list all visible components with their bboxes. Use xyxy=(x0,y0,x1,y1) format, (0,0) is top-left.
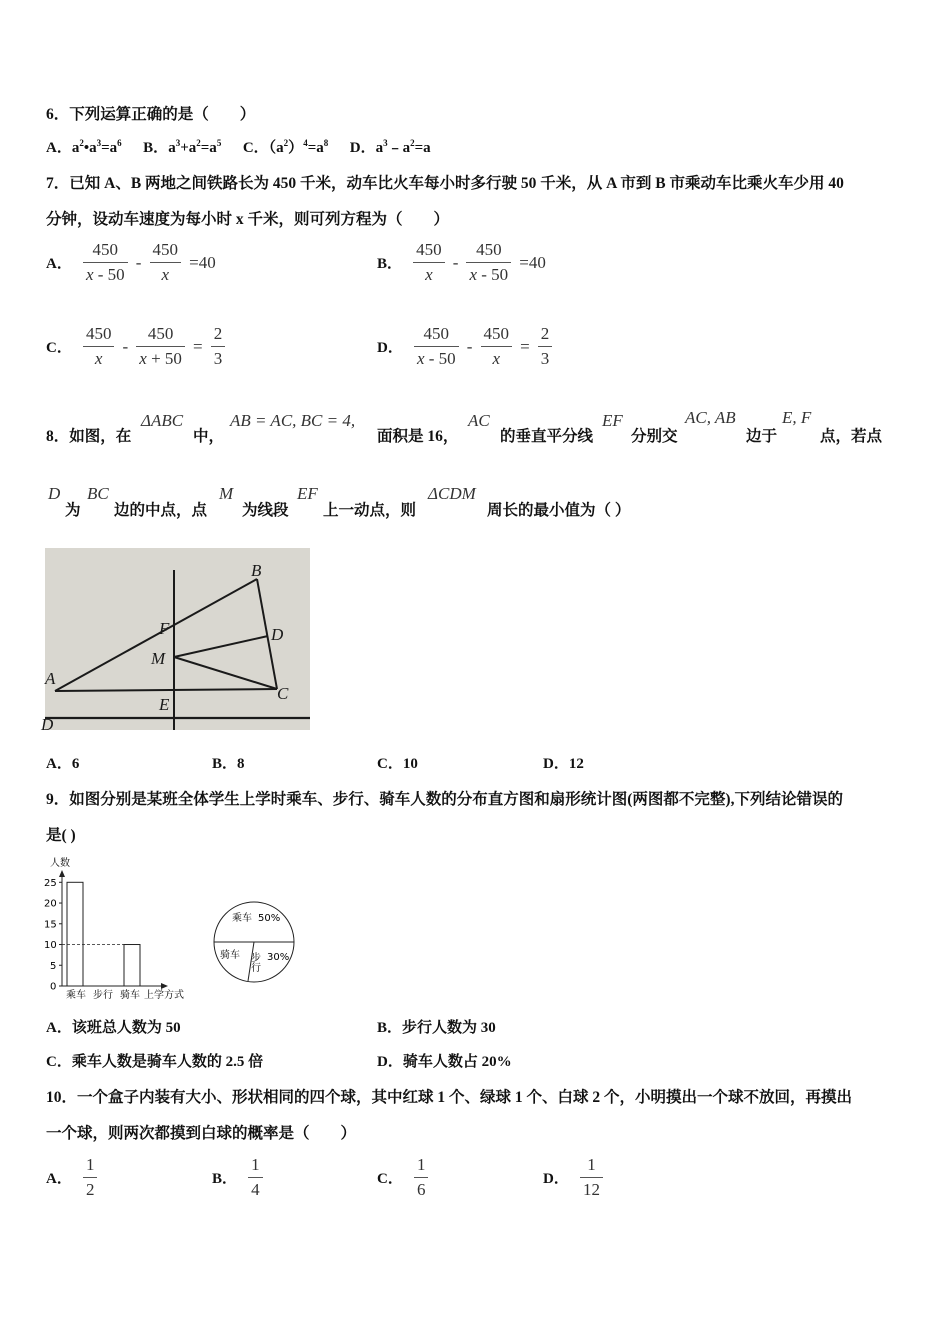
equals-sign: = xyxy=(520,336,530,356)
q6-c-term: ） xyxy=(288,140,304,156)
q6-a-term: a xyxy=(89,140,97,156)
q7-option-c-label: C． xyxy=(46,340,72,356)
q8-m8: BC xyxy=(87,484,109,503)
q10-option-d xyxy=(543,1155,603,1200)
q7-c-fraction-2 xyxy=(136,324,185,369)
y-tick-label: 25 xyxy=(44,877,57,889)
q9-histogram xyxy=(40,852,200,1004)
q7-c-rhs-fraction xyxy=(211,324,226,369)
label-f: F xyxy=(159,619,170,638)
q6-b-result: =a xyxy=(200,140,217,156)
q8-option-a: A．6 xyxy=(46,756,80,772)
q10-stem-line1: 10．一个盒子内装有大小、形状相同的四个球，其中红球 1 个、绿球 1 个、白球 2 个，小明摸出一个球不放回，再摸出 xyxy=(46,1089,853,1106)
q8-t7: 点，若点 xyxy=(820,428,883,445)
rhs: =40 xyxy=(189,252,216,272)
q10-b-fraction xyxy=(248,1155,263,1200)
q6-a-dot: • xyxy=(83,140,90,156)
q9-option-b: B．步行人数为 30 xyxy=(377,1020,496,1036)
q7-option-a-label: A． xyxy=(46,256,72,272)
x-category-1: 步行 xyxy=(93,990,113,1001)
denominator-var: x xyxy=(139,349,147,368)
y-tick-label: 20 xyxy=(44,898,57,910)
x-axis-arrow xyxy=(161,983,168,989)
q7-option-a xyxy=(46,240,219,285)
q8-t10: 为线段 xyxy=(242,502,289,519)
q6-a-exp: 6 xyxy=(117,138,122,148)
numerator: 450 xyxy=(83,324,115,347)
label-c: C xyxy=(277,684,289,703)
segment-mc xyxy=(174,657,277,689)
q10-stem-line2: 一个球，则两次都摸到白球的概率是（ ） xyxy=(46,1125,357,1142)
q6-b-term: a xyxy=(168,140,176,156)
y-axis-arrow xyxy=(59,870,65,877)
q8-t2: 中， xyxy=(193,428,225,445)
q7-b-fraction-2 xyxy=(466,240,511,285)
q8-m9: M xyxy=(219,484,234,503)
q6-a-exp: 2 xyxy=(79,138,84,148)
q8-t9: 边的中点，点 xyxy=(114,502,208,519)
numerator: 2 xyxy=(538,324,553,347)
q9-stem-line2: 是( ) xyxy=(46,827,76,844)
q6-c-exp: 2 xyxy=(283,138,289,148)
q8-t12: 周长的最小值为（ ） xyxy=(487,502,631,519)
denominator: x xyxy=(94,349,103,368)
q7-option-d xyxy=(377,324,552,369)
q7-option-b-label: B． xyxy=(377,256,403,272)
q10-option-b xyxy=(212,1155,263,1200)
y-tick-label: 0 xyxy=(50,981,57,993)
minus-sign: - xyxy=(135,252,142,272)
q7-d-fraction-2 xyxy=(481,324,513,369)
q8-t8: 为 xyxy=(65,502,81,519)
denominator: x xyxy=(425,265,433,284)
denominator: 2 xyxy=(85,1180,95,1199)
segment-md xyxy=(174,636,268,657)
denominator-const: - 50 xyxy=(424,349,456,368)
q6-b-exp: 2 xyxy=(196,138,201,148)
numerator: 1 xyxy=(248,1155,263,1178)
q6-d-exp: 2 xyxy=(410,138,415,148)
q9-option-c: C．乘车人数是骑车人数的 2.5 倍 xyxy=(46,1054,264,1070)
q6-a-result: =a xyxy=(101,140,118,156)
denominator-const: + 50 xyxy=(146,349,182,368)
q7-stem-line1: 7．已知 A、B 两地之间铁路长为 450 千米，动车比火车每小时多行驶 50 千米，从 A 市到 B 市乘动车比乘火车少用 40 xyxy=(46,175,844,192)
histogram-bar-乘车 xyxy=(67,882,83,986)
q8-triangle-diagram xyxy=(41,548,310,734)
numerator: 450 xyxy=(481,324,513,347)
y-tick-label: 10 xyxy=(44,940,57,952)
q9-option-a: A．该班总人数为 50 xyxy=(46,1020,181,1036)
q8-m6: E, F xyxy=(782,408,812,427)
q8-t1: 8．如图，在 xyxy=(46,428,132,445)
q6-b-term: +a xyxy=(180,140,197,156)
q7-a-fraction-1 xyxy=(83,240,128,285)
segment-ac xyxy=(55,689,277,691)
q6-c-exp: 8 xyxy=(323,138,329,148)
pie-slice-percent-0: 50% xyxy=(258,913,281,924)
y-tick-label: 5 xyxy=(50,960,57,972)
q8-m10: EF xyxy=(297,484,318,503)
q8-option-c: C．10 xyxy=(377,756,418,772)
denominator: 6 xyxy=(416,1180,426,1199)
q10-option-c xyxy=(377,1155,428,1200)
q8-m4: EF xyxy=(602,411,623,430)
x-axis-title: 上学方式 xyxy=(144,990,184,1001)
label-d: D xyxy=(271,625,284,644)
denominator-var: x xyxy=(85,265,94,284)
numerator: 1 xyxy=(83,1155,98,1178)
rhs: =40 xyxy=(519,252,546,272)
q8-t5: 分别交 xyxy=(631,428,678,445)
numerator: 450 xyxy=(413,240,445,263)
q8-t6: 边于 xyxy=(746,428,778,445)
minus-sign: - xyxy=(122,336,129,356)
minus-sign: - xyxy=(466,336,473,356)
q6-a-exp: 3 xyxy=(96,138,102,148)
q10-option-c-label: C． xyxy=(377,1171,403,1187)
q10-option-d-label: D． xyxy=(543,1171,569,1187)
numerator: 2 xyxy=(211,324,226,347)
histogram-bar-骑车 xyxy=(124,945,140,986)
label-cut: D xyxy=(41,715,54,734)
q9-pie-chart xyxy=(212,900,296,984)
numerator: 450 xyxy=(150,240,182,263)
q6-d-term: ﹣a xyxy=(387,140,411,156)
y-axis-label: 人数 xyxy=(50,858,70,869)
q6-d-result: =a xyxy=(414,140,431,156)
q10-option-b-label: B． xyxy=(212,1171,238,1187)
q8-t3: 面积是 16， xyxy=(377,428,459,445)
q9-stem-line1: 9．如图分别是某班全体学生上学时乘车、步行、骑车人数的分布直方图和扇形统计图(两图都不完整),下列结论错误的 xyxy=(46,791,843,808)
q7-option-d-label: D． xyxy=(377,340,403,356)
denominator: 3 xyxy=(540,349,550,368)
q7-d-rhs-fraction xyxy=(538,324,553,369)
q10-a-fraction xyxy=(83,1155,98,1200)
label-m: M xyxy=(151,649,166,668)
q10-option-a xyxy=(46,1155,97,1200)
q8-m3: AC xyxy=(468,411,490,430)
denominator-var: x xyxy=(469,265,478,284)
x-category-2: 骑车 xyxy=(120,990,140,1001)
numerator: 450 xyxy=(466,240,511,263)
q6-b-exp: 5 xyxy=(216,138,222,148)
label-b: B xyxy=(251,561,262,580)
denominator: 4 xyxy=(251,1180,260,1199)
q6-option-c-label: C． xyxy=(242,140,269,156)
q6-c-exp: 4 xyxy=(303,138,308,148)
q6-option-b-label: B． xyxy=(143,140,169,156)
q7-b-fraction-1 xyxy=(413,240,445,285)
equals-sign: = xyxy=(193,336,203,356)
label-e: E xyxy=(159,695,170,714)
pie-slice-label-1: 步行 xyxy=(248,952,260,972)
q6-d-term: a xyxy=(375,140,384,156)
q8-t4: 的垂直平分线 xyxy=(500,428,594,445)
q6-b-exp: 3 xyxy=(175,138,181,148)
q6-c-result: =a xyxy=(307,140,324,156)
q8-m2: AB = AC, BC = 4, xyxy=(230,411,356,430)
q6-d-exp: 3 xyxy=(383,138,388,148)
q8-m1: ΔABC xyxy=(141,411,184,430)
numerator: 1 xyxy=(414,1155,429,1178)
q8-m5: AC, AB xyxy=(685,408,736,427)
q6-option-d-label: D． xyxy=(349,140,376,156)
q8-option-d: D．12 xyxy=(543,756,584,772)
q10-c-fraction xyxy=(414,1155,429,1200)
q6-a-term: a xyxy=(71,140,80,156)
label-a: A xyxy=(45,669,56,688)
denominator: 3 xyxy=(213,349,223,368)
q8-t11: 上一动点，则 xyxy=(323,502,417,519)
y-tick-label: 15 xyxy=(44,919,57,931)
q6-options xyxy=(46,136,431,157)
pie-slice-label-0: 乘车 xyxy=(232,913,252,924)
q7-a-fraction-2 xyxy=(150,240,182,285)
denominator: 12 xyxy=(582,1180,600,1199)
numerator: 450 xyxy=(136,324,185,347)
q10-d-fraction xyxy=(580,1155,603,1200)
numerator: 450 xyxy=(414,324,459,347)
numerator: 450 xyxy=(83,240,128,263)
q9-option-d: D．骑车人数占 20% xyxy=(377,1054,512,1070)
denominator: x xyxy=(492,349,501,368)
denominator: x xyxy=(161,265,170,284)
minus-sign: - xyxy=(452,252,459,272)
denominator-var: x xyxy=(416,349,425,368)
q10-option-a-label: A． xyxy=(46,1171,72,1187)
numerator: 1 xyxy=(580,1155,603,1178)
q6-option-a-label: A． xyxy=(46,140,72,156)
q8-geometry-figure xyxy=(41,548,310,734)
q7-d-fraction-1 xyxy=(414,324,459,369)
q8-option-b: B．8 xyxy=(212,756,245,772)
pie-slice-label-2: 骑车 xyxy=(220,950,240,961)
x-category-0: 乘车 xyxy=(66,990,86,1001)
denominator-const: - 50 xyxy=(93,265,125,284)
denominator-const: - 50 xyxy=(477,265,509,284)
q7-c-fraction-1 xyxy=(83,324,115,369)
q7-option-b xyxy=(377,240,549,285)
q7-option-c xyxy=(46,324,225,369)
pie-slice-percent-1: 30% xyxy=(267,952,290,963)
q8-m11: ΔCDM xyxy=(428,484,476,503)
q6-stem: 6．下列运算正确的是（ ） xyxy=(46,106,256,123)
q7-stem-line2: 分钟，设动车速度为每小时 x 千米，则可列方程为（ ） xyxy=(46,211,450,228)
q6-c-term: （a xyxy=(268,140,284,156)
q8-m7: D xyxy=(48,484,61,503)
